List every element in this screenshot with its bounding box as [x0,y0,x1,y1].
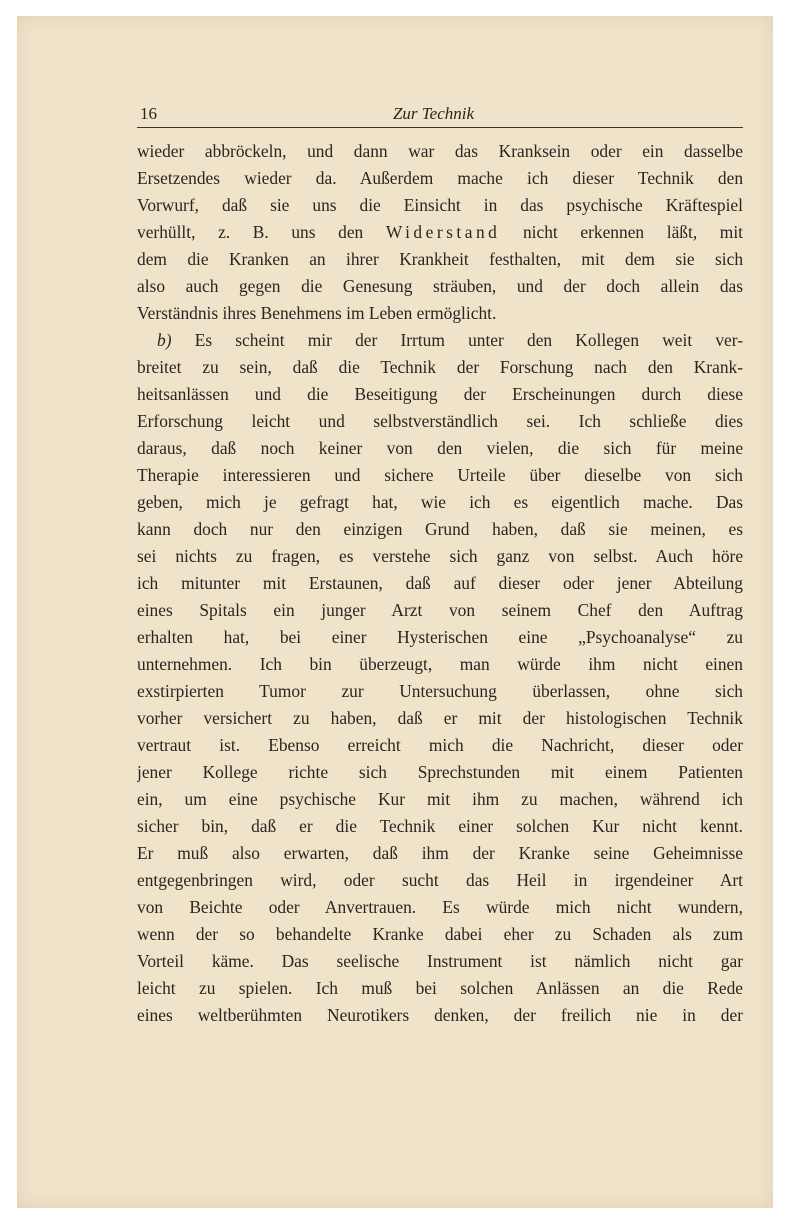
text-line: Therapie interessieren und sichere Urteile über dieselbe von sich [137,465,743,485]
text-line: eines weltberühmten Neurotikers denken, der freilich nie in der [137,1005,743,1025]
text-line: ein, um eine psychische Kur mit ihm zu machen, während ich [137,789,743,809]
text-line: Vorteil käme. Das seelische Instrument ist nämlich nicht gar [137,951,743,971]
text-segment: verhüllt, z. B. uns den [137,222,364,242]
running-title: Zur Technik [392,104,475,123]
text-line: heitsanlässen und die Beseitigung der Erscheinungen durch diese [137,384,743,404]
text-line: exstirpierten Tumor zur Untersuchung überlassen, ohne sich [137,681,743,701]
body-text [137,138,743,1029]
text-line: sicher bin, daß er die Technik einer solchen Kur nicht kennt. [137,816,743,836]
text-line: leicht zu spielen. Ich muß bei solchen Anlässen an die Rede [137,978,743,998]
text-line: eines Spitals ein junger Arzt von seinem Chef den Auftrag [137,600,743,620]
header-rule [137,127,743,128]
text-line: vorher versichert zu haben, daß er mit der histologischen Technik [137,708,743,728]
text-line [137,219,743,246]
text-line: entgegenbringen wird, oder sucht das Heil in irgendeiner Art [137,870,743,890]
text-line: wenn der so behandelte Kranke dabei eher zu Schaden als zum [137,924,743,944]
text-line: geben, mich je gefragt hat, wie ich es eigentlich mache. Das [137,492,743,512]
text-line: Ersetzendes wieder da. Außerdem mache ich dieser Technik den [137,168,743,188]
text-line: ich mitunter mit Erstaunen, daß auf dieser oder jener Abteilung [137,573,743,593]
text-line: wieder abbröckeln, und dann war das Kranksein oder ein dasselbe [137,141,743,161]
emphasized-word: Widerstand [385,222,501,242]
text-line: jener Kollege richte sich Sprechstunden mit einem Patienten [137,762,743,782]
text-line: von Beichte oder Anvertrauen. Es würde mich nicht wundern, [137,897,743,917]
text-line: Erforschung leicht und selbstverständlich sei. Ich schließe dies [137,411,743,431]
text-line: Verständnis ihres Benehmens im Leben ermöglicht. [137,303,497,323]
text-segment: nicht erkennen läßt, mit [522,222,743,242]
text-line: daraus, daß noch keiner von den vielen, die sich für meine [137,438,743,458]
text-line: Er muß also erwarten, daß ihm der Kranke seine Geheimnisse [137,843,743,863]
text-line [137,327,743,354]
text-line: breitet zu sein, daß die Technik der Forschung nach den Krank- [137,357,743,377]
text-line: also auch gegen die Genesung sträuben, und der doch allein das [137,276,743,296]
text-line: sei nichts zu fragen, es verstehe sich ganz von selbst. Auch höre [137,546,743,566]
text-line: Vorwurf, daß sie uns die Einsicht in das psychische Kräftespiel [137,195,743,215]
text-segment: Es scheint mir der Irrtum unter den Kollegen weit ver- [194,330,743,350]
text-line: vertraut ist. Ebenso erreicht mich die Nachricht, dieser oder [137,735,743,755]
text-line: dem die Kranken an ihrer Krankheit festhalten, mit dem sie sich [137,249,743,269]
text-line: erhalten hat, bei einer Hysterischen eine „Psychoanalyse“ zu [137,627,743,647]
text-line: kann doch nur den einzigen Grund haben, daß sie meinen, es [137,519,743,539]
text-line: unternehmen. Ich bin überzeugt, man würde ihm nicht einen [137,654,743,674]
section-marker: b) [157,330,172,350]
page-number: 16 [140,104,157,123]
